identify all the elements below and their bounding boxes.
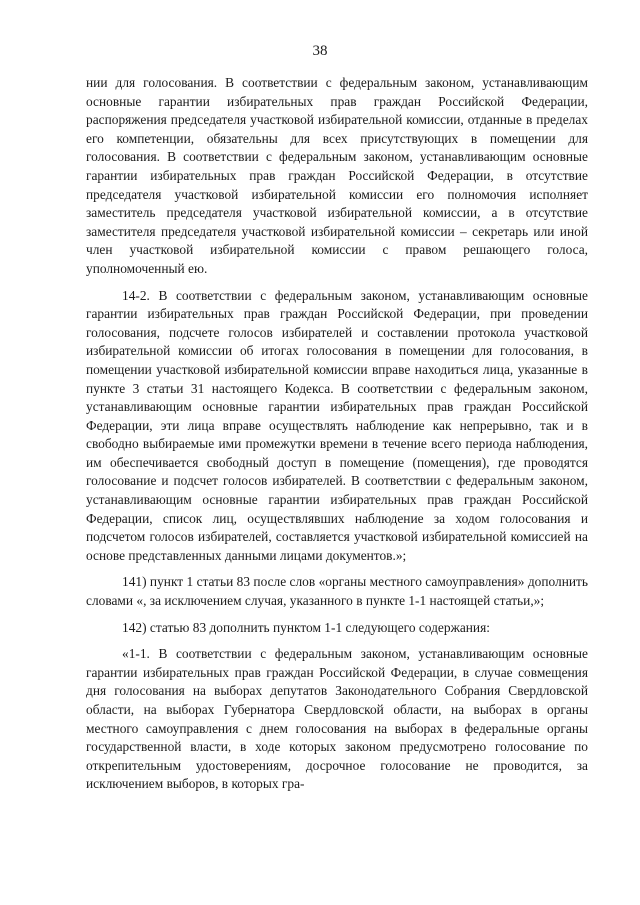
- page-number: 38: [312, 43, 328, 59]
- document-body: [86, 74, 588, 802]
- paragraph-continuation: нии для голосования. В соответствии с федеральным законом, устанавливающим основные гарантии избирательных прав граждан Российской Федерации, распоряжения председателя участковой избирательной комиссии, отданные в пределах его компетенции, обязательны для всех присутствующих в помещении для голосования. В соответствии с федеральным законом, устанавливающим основные гарантии избирательных прав граждан Российской Федерации, в отсутствие председателя участковой избирательной комиссии его полномочия исполняет заместитель председателя участковой избирательной комиссии, а в отсутствие заместителя председателя участковой избирательной комиссии – секретарь или иной член участковой избирательной комиссии с правом решающего голоса, уполномоченный ею.: [86, 75, 588, 276]
- paragraph-141: 141) пункт 1 статьи 83 после слов «органы местного самоуправления» дополнить словами «, за исключением случая, указанного в пункте 1-1 настоящей статьи,»;: [86, 574, 588, 609]
- paragraph-1-1: «1-1. В соответствии с федеральным законом, устанавливающим основные гарантии избирательных прав граждан Российской Федерации, в случае совмещения дня голосования на выборах депутатов Законодательного Собрания Свердловской области, на выборах Губернатора Свердловской области, на выборах в органы местного самоуправления с днем голосования на выборах в федеральные органы государственной власти, в ходе которых законом предусмотрено голосование по открепительным удостоверениям, досрочное голосование не проводится, за исключением выборов, в которых гра-: [86, 646, 588, 792]
- paragraph-142: 142) статью 83 дополнить пунктом 1-1 следующего содержания:: [122, 619, 490, 635]
- paragraph-14-2: 14-2. В соответствии с федеральным законом, устанавливающим основные гарантии избирательных прав граждан Российской Федерации, при проведении голосования, подсчете голосов избирателей и составлении протокола участковой избирательной комиссии об итогах голосования в помещении для голосования, в помещении участковой избирательной комиссии вправе находиться лица, указанные в пункте 3 статьи 31 настоящего Кодекса. В соответствии с федеральным законом, устанавливающим основные гарантии избирательных прав граждан Российской Федерации, эти лица вправе осуществлять наблюдение как непрерывно, так и в свободно выбираемые ими промежутки времени в течение всего периода наблюдения, им обеспечивается свободный доступ в помещение (помещения), где проводятся голосование и подсчет голосов избирателей. В соответствии с федеральным законом, устанавливающим основные гарантии избирательных прав граждан Российской Федерации, список лиц, осуществлявших наблюдение за ходом голосования и подсчетом голосов избирателей, составляется участковой избирательной комиссией на основе представленных данными лицами документов.»;: [86, 287, 588, 563]
